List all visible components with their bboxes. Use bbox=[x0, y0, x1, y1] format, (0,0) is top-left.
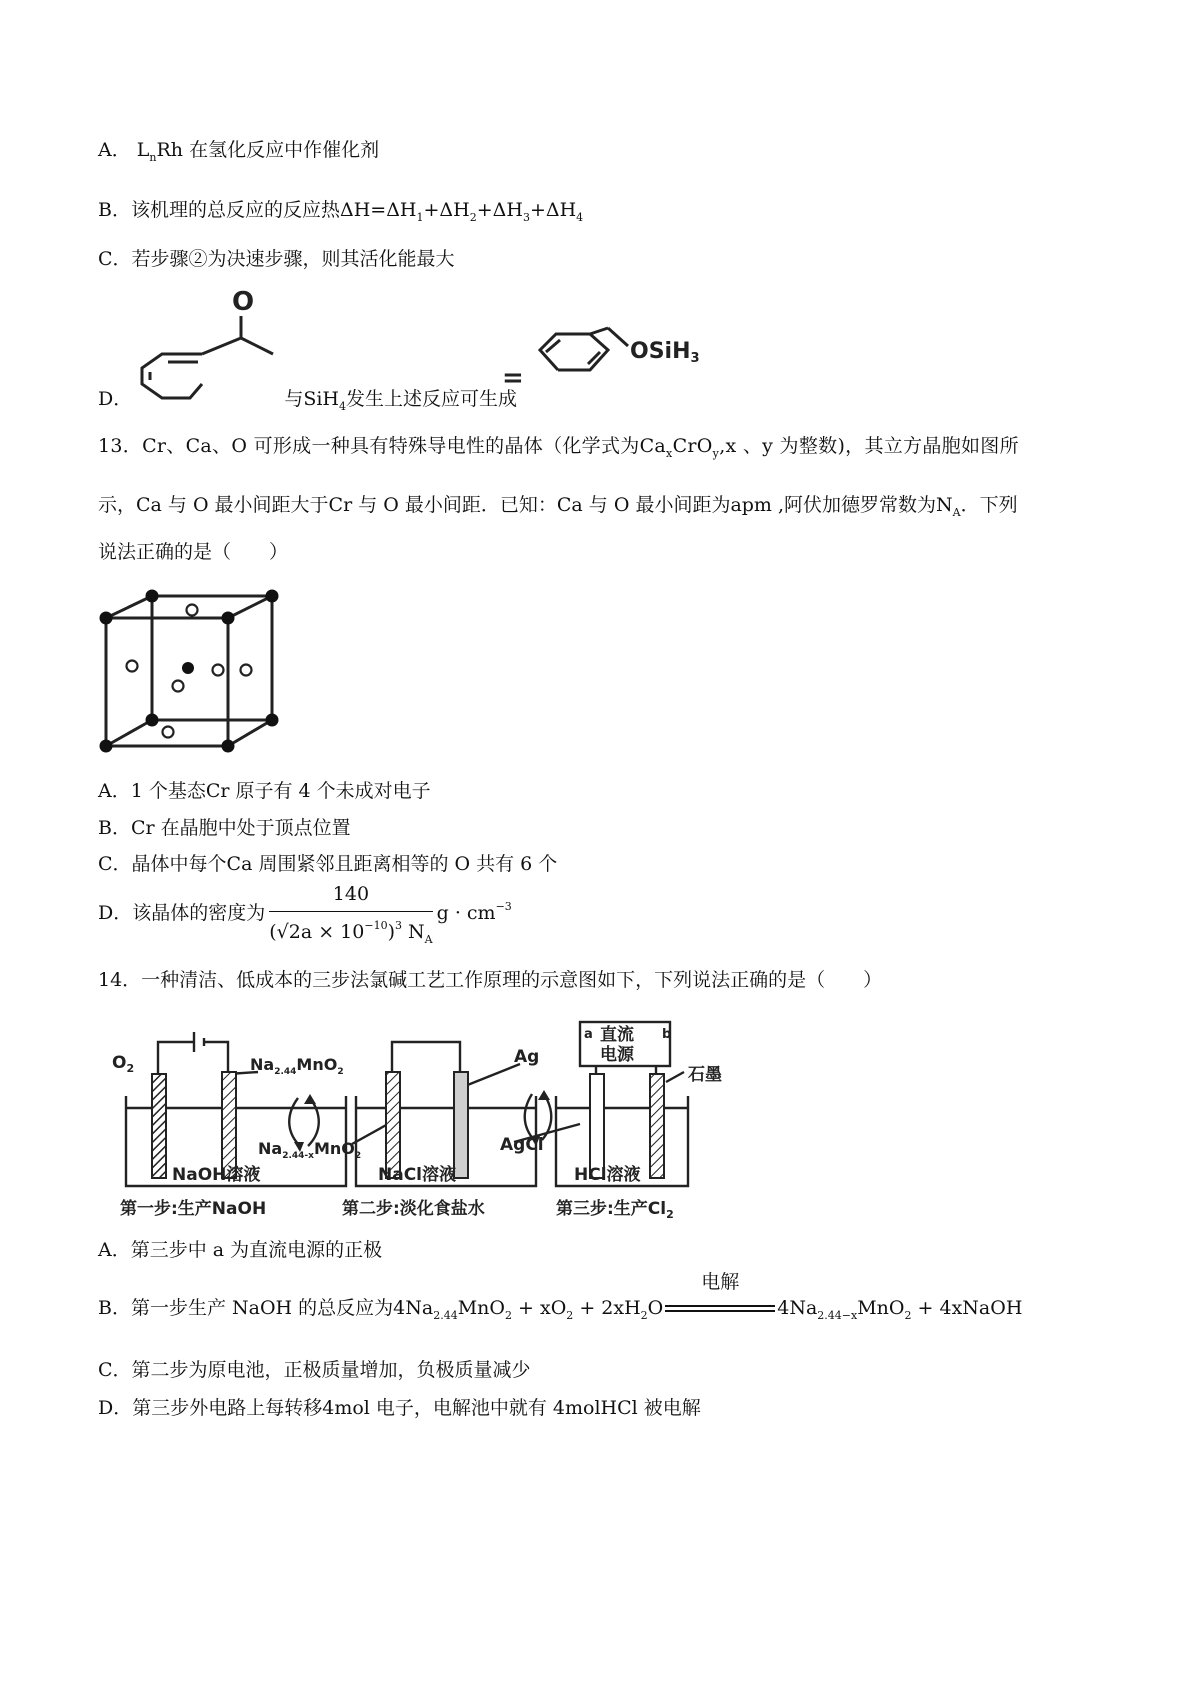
silver-chloride-label: AgCl bbox=[500, 1135, 544, 1155]
label-text: MnO bbox=[313, 1139, 355, 1158]
formula-part: ΔH=ΔH bbox=[339, 199, 417, 221]
nacl-solution-label: NaCl溶液 bbox=[378, 1165, 457, 1185]
formula-part: +ΔH bbox=[529, 199, 577, 221]
option-text: 若步骤②为决速步骤，则其活化能最大 bbox=[131, 248, 455, 270]
q13-stem-line1 bbox=[98, 434, 1019, 458]
label-text: Na bbox=[250, 1055, 275, 1074]
dc-power-label-2: 电源 bbox=[600, 1045, 634, 1065]
graphite-label: 石墨 bbox=[688, 1065, 722, 1085]
formula-sub: A bbox=[424, 933, 433, 946]
na-mno2-bottom-label bbox=[258, 1139, 361, 1161]
option-text: B．第一步生产 NaOH 的总反应为 bbox=[98, 1297, 394, 1319]
q13-option-d bbox=[98, 880, 512, 946]
hcl-solution-label: HCl溶液 bbox=[574, 1165, 641, 1185]
fraction-numerator: 140 bbox=[269, 880, 432, 912]
formula-sub: 2 bbox=[566, 1309, 574, 1322]
formula-part: +ΔH bbox=[476, 199, 523, 221]
q13-stem-line2 bbox=[98, 493, 1018, 517]
formula-part: 4Na bbox=[393, 1297, 434, 1319]
denominator-part: ) bbox=[387, 921, 395, 943]
q13-option-c: C．晶体中每个Ca 周围紧邻且距离相等的 O 共有 6 个 bbox=[98, 853, 558, 875]
q12-option-b bbox=[98, 198, 583, 222]
exponent: −3 bbox=[495, 900, 512, 913]
option-text: 在氢化反应中作催化剂 bbox=[189, 139, 380, 161]
option-letter: C． bbox=[98, 248, 132, 270]
label-sub: 2 bbox=[354, 1151, 362, 1161]
q13-stem-line3: 说法正确的是（ ） bbox=[98, 541, 289, 563]
formula-part: Rh bbox=[156, 139, 184, 161]
option-letter: A． bbox=[98, 139, 131, 161]
stem-text: ,x 、y 为整数)，其立方晶胞如图所 bbox=[719, 435, 1019, 457]
label-sub: 2.44-x bbox=[282, 1151, 314, 1161]
label-sub: 2 bbox=[666, 1208, 674, 1221]
dc-power-label-1: 直流 bbox=[600, 1025, 634, 1045]
oxygen-label bbox=[112, 1053, 134, 1075]
option-text: 与SiH bbox=[284, 388, 339, 410]
silyl-ether-structure bbox=[500, 320, 740, 410]
formula-sub: 2 bbox=[904, 1309, 912, 1322]
denominator-part: (√2a × 10 bbox=[269, 921, 365, 943]
terminal-a-label: a bbox=[584, 1027, 593, 1042]
q12-option-c bbox=[98, 247, 455, 271]
formula-part: MnO bbox=[457, 1297, 505, 1319]
silver-label: Ag bbox=[514, 1047, 540, 1067]
q14-option-d: D．第三步外电路上每转移4mol 电子，电解池中就有 4molHCl 被电解 bbox=[98, 1397, 701, 1419]
na-mno2-top-label bbox=[250, 1055, 344, 1077]
formula-part: + xO bbox=[511, 1297, 567, 1319]
formula-sub: 1 bbox=[416, 211, 424, 224]
density-fraction bbox=[269, 880, 432, 946]
exponent: −10 bbox=[364, 919, 388, 932]
unit-text: g · cm bbox=[436, 902, 496, 924]
option-text: 该机理的总反应的反应热 bbox=[130, 199, 340, 221]
terminal-b-label: b bbox=[662, 1027, 672, 1042]
formula-sub: 2 bbox=[640, 1309, 648, 1322]
label-sub: 2 bbox=[337, 1067, 344, 1077]
formula-sub: 4 bbox=[576, 211, 584, 224]
formula-part: 4Na bbox=[777, 1297, 818, 1319]
formula-sub: A bbox=[952, 506, 961, 519]
q14-option-a: A．第三步中 a 为直流电源的正极 bbox=[98, 1239, 383, 1261]
formula-sub: 2.44 bbox=[433, 1309, 458, 1322]
label-text: 第三步:生产Cl bbox=[556, 1199, 667, 1219]
formula-part: L bbox=[136, 139, 150, 161]
label-sub: 2.44 bbox=[274, 1067, 297, 1077]
formula-sub: x bbox=[666, 447, 673, 460]
formula-part: +ΔH bbox=[423, 199, 470, 221]
formula-sub: 4 bbox=[339, 400, 346, 413]
silyl-group-label bbox=[630, 339, 700, 366]
formula-sub: 3 bbox=[522, 211, 530, 224]
q14-stem: 14．一种清洁、低成本的三步法氯碱工艺工作原理的示意图如下，下列说法正确的是（ ） bbox=[98, 969, 883, 991]
formula-sub: 2 bbox=[469, 211, 477, 224]
naoh-solution-label: NaOH溶液 bbox=[172, 1165, 261, 1185]
unit-cell-diagram bbox=[92, 582, 282, 757]
fraction-denominator bbox=[269, 912, 432, 946]
option-text: D．该晶体的密度为 bbox=[98, 902, 266, 924]
acetophenone-structure bbox=[140, 272, 280, 442]
label-text: Na bbox=[258, 1139, 283, 1158]
ketone-oxygen-label: O bbox=[232, 287, 255, 317]
stem-text: 13．Cr、Ca、O 可形成一种具有特殊导电性的晶体（化学式为Ca bbox=[98, 435, 667, 457]
q14-option-b bbox=[98, 1271, 1023, 1322]
formula-part: + 2xH bbox=[573, 1297, 641, 1319]
stem-text: 示，Ca 与 O 最小间距大于Cr 与 O 最小间距．已知：Ca 与 O 最小间距为apm ,阿伏加德罗常数为N bbox=[98, 494, 953, 516]
q12-option-a bbox=[98, 138, 379, 162]
label-text: O bbox=[112, 1053, 127, 1073]
option-letter: D． bbox=[98, 388, 133, 410]
exponent: 3 bbox=[395, 919, 402, 932]
step1-caption: 第一步:生产NaOH bbox=[120, 1199, 267, 1219]
label-sub: 2 bbox=[126, 1062, 135, 1075]
formula-part: + 4xNaOH bbox=[911, 1297, 1023, 1319]
reaction-condition: 电解 bbox=[701, 1271, 740, 1293]
stem-text: ．下列 bbox=[960, 494, 1018, 516]
silyl-group-sub: 3 bbox=[690, 351, 700, 366]
formula-sub: y bbox=[712, 447, 720, 460]
stem-text: CrO bbox=[672, 435, 713, 457]
q13-option-a: A．1 个基态Cr 原子有 4 个未成对电子 bbox=[98, 780, 431, 802]
chlor-alkali-process-diagram bbox=[110, 1014, 750, 1230]
formula-sub: 2.44−x bbox=[817, 1309, 858, 1322]
formula-part: MnO bbox=[857, 1297, 905, 1319]
label-text: MnO bbox=[296, 1055, 338, 1074]
formula-part: O bbox=[647, 1297, 664, 1319]
denominator-part: N bbox=[408, 921, 425, 943]
equals-sign: = bbox=[502, 363, 524, 393]
density-unit bbox=[437, 902, 512, 924]
formula-sub: 2 bbox=[504, 1309, 512, 1322]
electrolysis-arrow bbox=[665, 1271, 775, 1314]
silyl-group-text: OSiH bbox=[630, 339, 691, 364]
step2-caption: 第二步:淡化食盐水 bbox=[342, 1199, 485, 1219]
step3-caption bbox=[556, 1198, 674, 1221]
q12-option-d bbox=[98, 387, 517, 411]
formula-sub: n bbox=[149, 151, 157, 164]
q14-option-c: C．第二步为原电池，正极质量增加，负极质量减少 bbox=[98, 1359, 531, 1381]
option-text: 发生上述反应可生成 bbox=[346, 388, 518, 410]
q13-option-b: B．Cr 在晶胞中处于顶点位置 bbox=[98, 817, 351, 839]
option-letter: B． bbox=[98, 199, 131, 221]
